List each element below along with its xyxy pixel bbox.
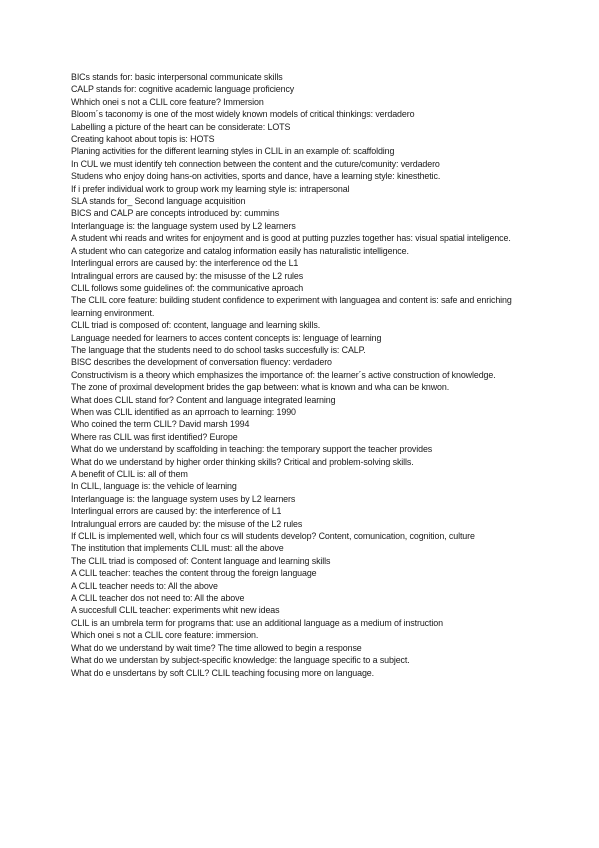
text-line: Intralungual errors are cauded by: the misuse of the L2 rules — [71, 518, 303, 529]
text-line: CLIL triad is composed of: ccontent, language and learning skills. — [71, 320, 321, 331]
text-line: A CLIL teacher needs to: All the above — [71, 580, 218, 591]
text-line: A CLIL teacher dos not need to: All the above — [71, 593, 245, 604]
text-line: A student who can categorize and catalog information easily has naturalistic intelligence. — [71, 245, 409, 256]
text-line: Interlingual errors are caused by: the interference of L1 — [71, 506, 282, 517]
text-line: The language that the students need to do school tasks succesfully is: CALP. — [71, 344, 366, 355]
text-line: The CLIL core feature: building student confidence to experiment with languagea and content is: safe and enriching learning environment. — [71, 295, 512, 318]
text-line: Labelling a picture of the heart can be considerate: LOTS — [71, 121, 291, 132]
text-line: What do we understand by wait time? The time allowed to begin a response — [71, 642, 362, 653]
text-line: The institution that implements CLIL must: all the above — [71, 543, 284, 554]
text-line: CLIL follows some guidelines of: the communicative aproach — [71, 282, 304, 293]
text-line: What do we understand by scaffolding in teaching: the temporary support the teacher provides — [71, 444, 433, 455]
text-line: Interlingual errors are caused by: the interference od the L1 — [71, 258, 299, 269]
text-line: What do we understand by higher order thinking skills? Critical and problem-solving skills. — [71, 456, 414, 467]
text-line: In CLIL, language is: the vehicle of learning — [71, 481, 237, 492]
text-line: SLA stands for_ Second language acquisition — [71, 196, 246, 207]
text-line: A succesfull CLIL teacher: experiments whit new ideas — [71, 605, 280, 616]
text-line: The zone of proximal development brides the gap between: what is known and wha can be knwon. — [71, 382, 450, 393]
text-line: Interlanguage is: the language system uses by L2 learners — [71, 493, 296, 504]
text-line: What do e unsdertans by soft CLIL? CLIL teaching focusing more on language. — [71, 667, 374, 678]
text-line: Intralingual errors are caused by: the misusse of the L2 rules — [71, 270, 304, 281]
text-line: Interlanguage is: the language system used by L2 learners — [71, 220, 296, 231]
text-line: Where ras CLIL was first identified? Europe — [71, 431, 238, 442]
text-line: Creating kahoot about topis is: HOTS — [71, 134, 215, 145]
text-line: A benefit of CLIL is: all of them — [71, 469, 188, 479]
text-line: Who coined the term CLIL? David marsh 1994 — [71, 419, 250, 430]
text-line: Whhich onei s not a CLIL core feature? Immersion — [71, 96, 264, 107]
text-line: Constructivism is a theory which emphasizes the importance of: the learner´s active construction of knowledge. — [71, 369, 496, 380]
text-line: CALP stands for: cognitive academic language proficiency — [71, 84, 295, 95]
text-line: If CLIL is implemented well, which four cs will students develop? Content, comunication, cognition, culture — [71, 531, 475, 542]
text-line: When was CLIL identified as an aprroach to learning: 1990 — [71, 406, 296, 417]
text-line: Bloom´s taconomy is one of the most widely known models of critical thinkings: verdadero — [71, 109, 415, 120]
text-line: Language needed for learners to acces content concepts is: lenguage of learning — [71, 332, 382, 343]
text-line: If i prefer individual work to group work my learning style is: intrapersonal — [71, 183, 350, 194]
document-body — [71, 71, 531, 679]
text-line: Studens who enjoy doing hans-on activities, sports and dance, have a learning style: kinesthetic. — [71, 171, 441, 182]
text-line: What do we understan by subject-specific knowledge: the language specific to a subject. — [71, 655, 410, 666]
text-line: Which onei s not a CLIL core feature: immersion. — [71, 630, 259, 641]
text-line: Planing activities for the different learning styles in CLIL in an example of: scaffolding — [71, 146, 395, 157]
text-line: BISC describes the development of conversation fluency: verdadero — [71, 357, 332, 368]
text-line: CLIL is an umbrela term for programs that: use an additional language as a medium of instruction — [71, 617, 443, 628]
text-line: A CLIL teacher: teaches the content throug the foreign language — [71, 568, 317, 579]
text-line: What does CLIL stand for? Content and language integrated learning — [71, 394, 336, 405]
text-line: In CUL we must identify teh connection between the content and the cuture/comunity: verdadero — [71, 158, 440, 169]
text-line: BICS and CALP are concepts introduced by: cummins — [71, 208, 280, 219]
text-line: BICs stands for: basic interpersonal communicate skills — [71, 72, 283, 82]
text-line: The CLIL triad is composed of: Content language and learning skills — [71, 555, 331, 566]
text-line: A student whi reads and writes for enjoyment and is good at putting puzzles together has: visual spatial inteligence. — [71, 233, 511, 244]
